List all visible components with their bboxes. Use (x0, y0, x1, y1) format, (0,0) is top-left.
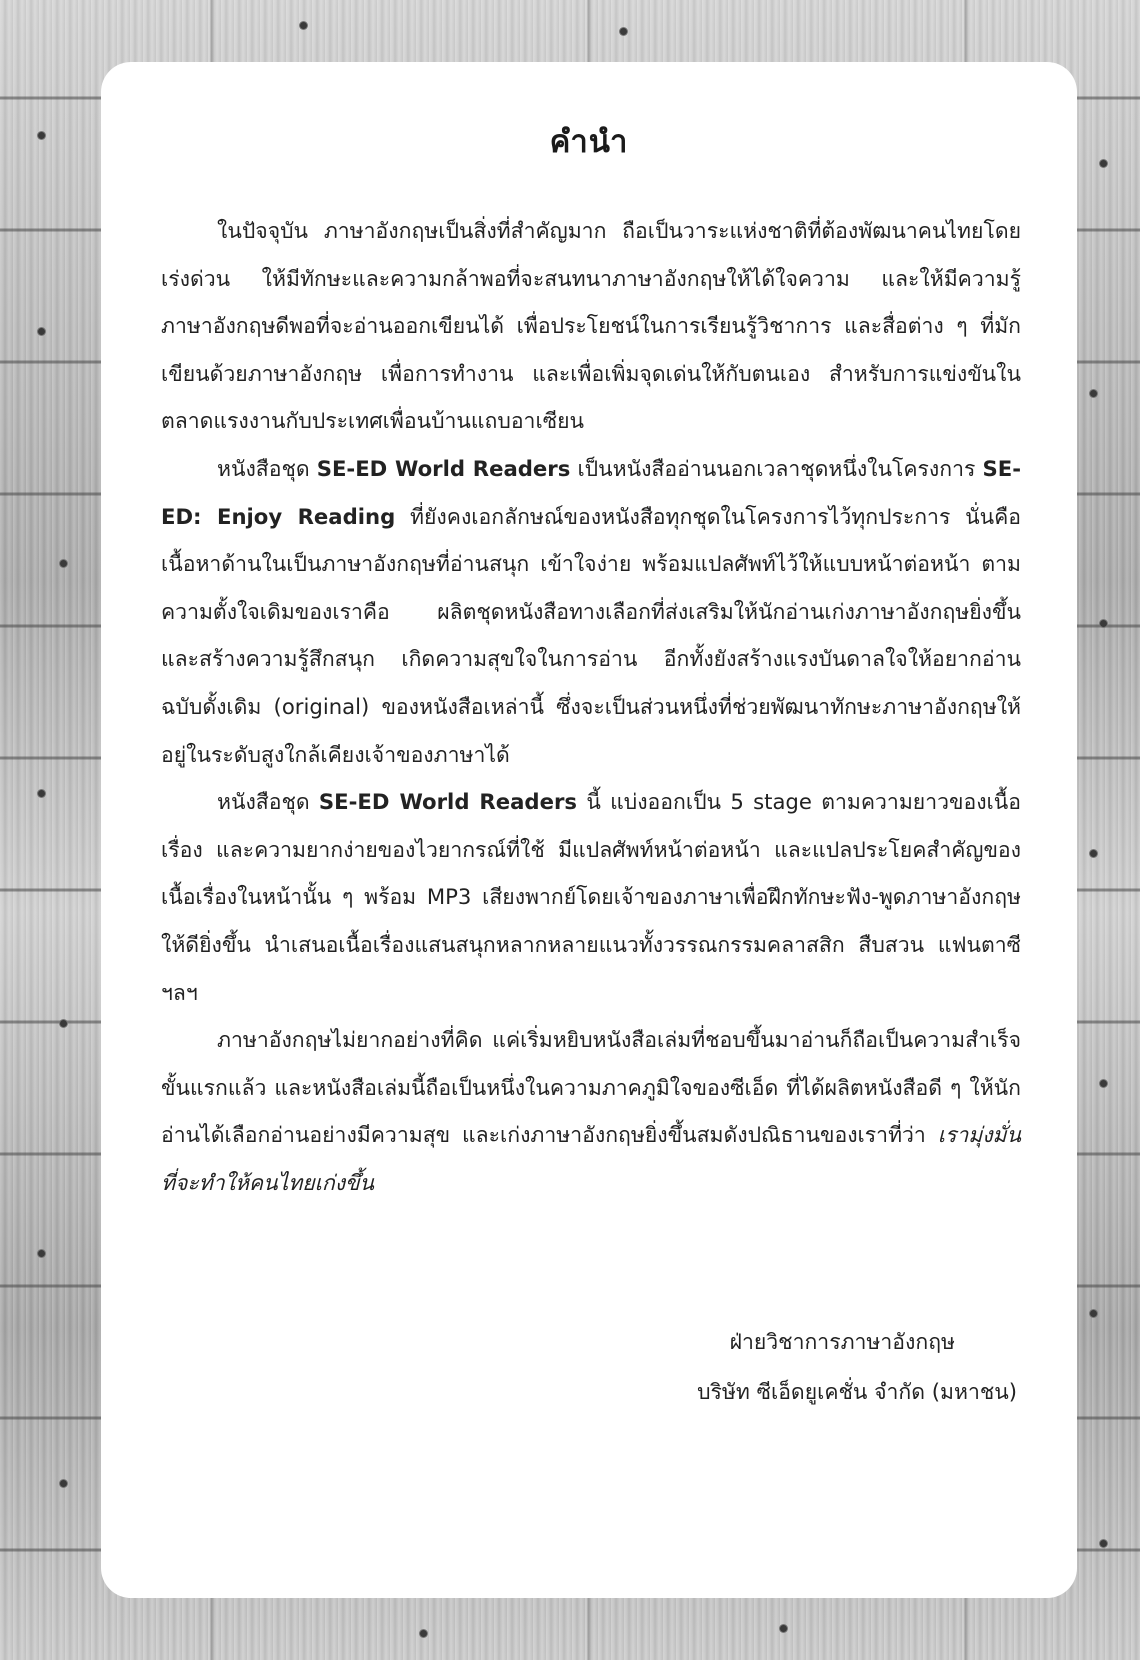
paragraph-1-text: ในปัจจุบัน ภาษาอังกฤษเป็นสิ่งที่สำคัญมาก ถือเป็นวาระแห่งชาติที่ต้องพัฒนาคนไทยโดยเร่งด่วน ให้มีทักษะและความกล้าพอที่จะสนทนาภาษาอังกฤษให้ได้ใจความ และให้มีความรู้ภาษาอังกฤษดีพอที่จะอ่านออกเขียนได้ เพื่อประโยชน์ในการเรียนรู้วิชาการ และสื่อต่าง ๆ ที่มักเขียนด้วยภาษาอังกฤษ เพื่อการทำงาน และเพื่อเพิ่มจุดเด่นให้กับตนเอง สำหรับการแข่งขันในตลาดแรงงานกับประเทศเพื่อนบ้านแถบอาเซียน (161, 218, 1021, 434)
paragraph-2 (161, 445, 1021, 778)
series-name-bold: SE-ED World Readers (316, 455, 571, 481)
nail (1090, 1310, 1097, 1317)
series-name-bold: SE-ED World Readers (318, 789, 578, 815)
nail (1090, 850, 1097, 857)
paragraph-1 (161, 207, 1021, 445)
paragraph-2-text-1: หนังสือชุด (217, 455, 317, 481)
nail (38, 790, 45, 797)
motto-italic: เรามุ่งมั่นที่จะทำให้คนไทยเก่งขึ้น (161, 1122, 1021, 1195)
preface-card (101, 62, 1077, 1598)
nail (420, 1630, 427, 1637)
nail (1100, 620, 1107, 627)
nail (60, 560, 67, 567)
paragraph-4 (161, 1016, 1021, 1206)
nail (60, 1480, 67, 1487)
nail (38, 132, 45, 139)
nail (300, 22, 307, 29)
project-name-bold: SE-ED: Enjoy Reading (161, 455, 1021, 529)
preface-body (161, 207, 1021, 1206)
nail (60, 1020, 67, 1027)
signature-company: บริษัท ซีเอ็ดยูเคชั่น จำกัด (มหาชน) (697, 1379, 1017, 1404)
page-title: คำนำ (549, 124, 629, 160)
nail (1100, 1080, 1107, 1087)
nail (1100, 160, 1107, 167)
paragraph-3-text-2: นี้ แบ่งออกเป็น 5 stage ตามความยาวของเนื้อเรื่อง และความยากง่ายของไวยากรณ์ที่ใช้ มีแปลศัพท์หน้าต่อหน้า และแปลประโยคสำคัญของเนื้อเรื่องในหน้านั้น ๆ พร้อม MP3 เสียงพากย์โดยเจ้าของภาษาเพื่อฝึกทักษะฟัง-พูดภาษาอังกฤษให้ดียิ่งขึ้น นำเสนอเนื้อเรื่องแสนสนุกหลากหลายแนวทั้งวรรณกรรมคลาสสิก สืบสวน แฟนตาซี ฯลฯ (161, 789, 1021, 1005)
paragraph-4-text-1: ภาษาอังกฤษไม่ยากอย่างที่คิด แค่เริ่มหยิบหนังสือเล่มที่ชอบขึ้นมาอ่านก็ถือเป็นความสำเร็จขั้นแรกแล้ว และหนังสือเล่มนี้ถือเป็นหนึ่งในความภาคภูมิใจของซีเอ็ด ที่ได้ผลิตหนังสือดี ๆ ให้นักอ่านได้เลือกอ่านอย่างมีความสุข และเก่งภาษาอังกฤษยิ่งขึ้นสมดังปณิธานของเราที่ว่า (161, 1027, 1021, 1148)
nail (1090, 390, 1097, 397)
paragraph-3 (161, 778, 1021, 1016)
nail (780, 1625, 787, 1632)
signature-block (697, 1317, 1017, 1417)
nail (38, 328, 45, 335)
paragraph-2-text-3: ที่ยังคงเอกลักษณ์ของหนังสือทุกชุดในโครงการไว้ทุกประการ นั่นคือ เนื้อหาด้านในเป็นภาษาอังกฤษที่อ่านสนุก เข้าใจง่าย พร้อมแปลศัพท์ไว้ให้แบบหน้าต่อหน้า ตามความตั้งใจเดิมของเราคือ ผลิตชุดหนังสือทางเลือกที่ส่งเสริมให้นักอ่านเก่งภาษาอังกฤษยิ่งขึ้น และสร้างความรู้สึกสนุก เกิดความสุขใจในการอ่าน อีกทั้งยังสร้างแรงบันดาลใจให้อยากอ่านฉบับดั้งเดิม (original) ของหนังสือเหล่านี้ ซึ่งจะเป็นส่วนหนึ่งที่ช่วยพัฒนาทักษะภาษาอังกฤษให้อยู่ในระดับสูงใกล้เคียงเจ้าของภาษาได้ (161, 503, 1021, 767)
paragraph-2-text-2: เป็นหนังสืออ่านนอกเวลาชุดหนึ่งในโครงการ (570, 455, 983, 481)
signature-department: ฝ่ายวิชาการภาษาอังกฤษ (729, 1329, 955, 1354)
paragraph-3-text-1: หนังสือชุด (217, 789, 319, 815)
nail (1100, 1540, 1107, 1547)
nail (620, 28, 627, 35)
nail (38, 1250, 45, 1257)
